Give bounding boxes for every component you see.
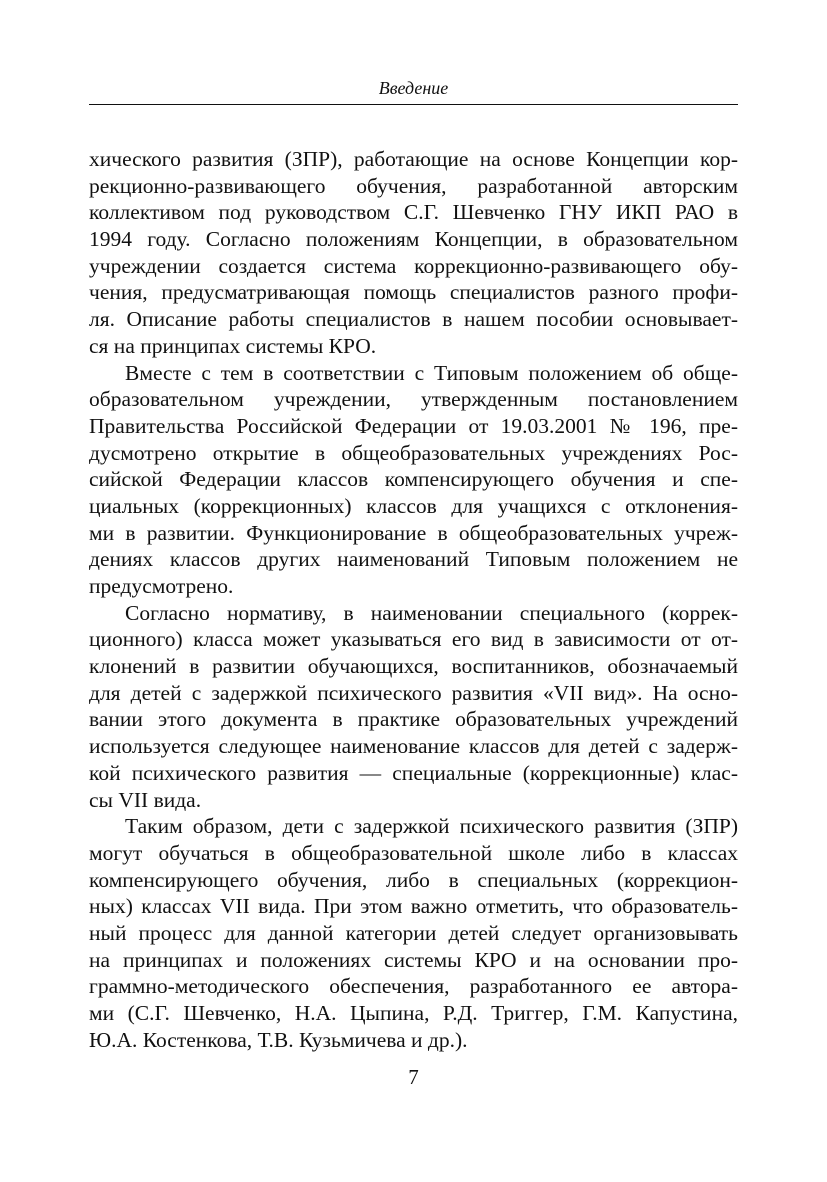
text-line: ся на принципах системы КРО. <box>89 333 377 358</box>
text-line: граммно-методического обеспечения, разработанного ее автора- <box>89 974 738 999</box>
page-number: 7 <box>408 1065 419 1089</box>
text-line: дениях классов других наименований Типовым положением не <box>89 547 738 572</box>
text-line: могут обучаться в общеобразовательной школе либо в классах <box>89 840 738 865</box>
text-line: Правительства Российской Федерации от 19.03.2001 № 196, пре- <box>89 413 738 438</box>
text-line: ных) классах VII вида. При этом важно отметить, что образователь- <box>89 894 738 919</box>
text-line: циальных (коррекционных) классов для учащихся с отклонения- <box>89 493 738 518</box>
text-line: коллективом под руководством С.Г. Шевченко ГНУ ИКП РАО в <box>89 200 738 225</box>
text-line: вании этого документа в практике образовательных учреждений <box>89 707 738 732</box>
text-line: 1994 году. Согласно положениям Концепции, в образовательном <box>89 227 738 252</box>
text-line: рекционно-развивающего обучения, разработанной авторским <box>89 173 738 198</box>
text-line: Вместе с тем в соответствии с Типовым положением об обще- <box>125 360 738 385</box>
text-line: сийской Федерации классов компенсирующего обучения и спе- <box>89 467 738 492</box>
text-line: чения, предусматривающая помощь специалистов разного профи- <box>89 280 738 305</box>
header-rule <box>89 104 738 105</box>
text-line: ми в развитии. Функционирование в общеобразовательных учреж- <box>89 520 738 545</box>
text-line: образовательном учреждении, утвержденным постановлением <box>89 387 738 412</box>
paragraph-1 <box>89 146 738 360</box>
running-head-title: Введение <box>378 78 449 98</box>
text-line: используется следующее наименование классов для детей с задерж- <box>89 734 738 759</box>
text-line: ми (С.Г. Шевченко, Н.А. Цыпина, Р.Д. Триггер, Г.М. Капустина, <box>89 1001 738 1025</box>
paragraph-3 <box>89 600 738 814</box>
text-line: ля. Описание работы специалистов в нашем пособии основывает- <box>89 307 738 332</box>
text-line: сы VII вида. <box>89 787 202 812</box>
text-line: ционного) класса может указываться его вид в зависимости от от- <box>89 627 738 652</box>
text-line: дусмотрено открытие в общеобразовательных учреждениях Рос- <box>89 440 738 465</box>
text-line: компенсирующего обучения, либо в специальных (коррекцион- <box>89 867 738 892</box>
text-line: Ю.А. Костенкова, Т.В. Кузьмичева и др.). <box>89 1027 468 1052</box>
body-text <box>89 146 738 1053</box>
text-line: ный процесс для данной категории детей следует организовывать <box>89 920 738 945</box>
text-line: учреждении создается система коррекционно-развивающего обу- <box>89 253 738 278</box>
text-line: на принципах и положениях системы КРО и на основании про- <box>89 947 738 972</box>
text-line: хического развития (ЗПР), работающие на основе Концепции кор- <box>89 147 738 171</box>
text-line: для детей с задержкой психического развития «VII вид». На осно- <box>89 680 738 705</box>
text-line: Согласно нормативу, в наименовании специального (коррек- <box>125 600 738 625</box>
text-line: Таким образом, дети с задержкой психического развития (ЗПР) <box>125 814 738 839</box>
paragraph-4 <box>89 813 738 1053</box>
paragraph-2 <box>89 360 738 600</box>
text-line: клонений в развитии обучающихся, воспитанников, обозначаемый <box>89 654 738 679</box>
text-line: кой психического развития — специальные (коррекционные) клас- <box>89 760 738 785</box>
text-line: предусмотрено. <box>89 574 234 598</box>
